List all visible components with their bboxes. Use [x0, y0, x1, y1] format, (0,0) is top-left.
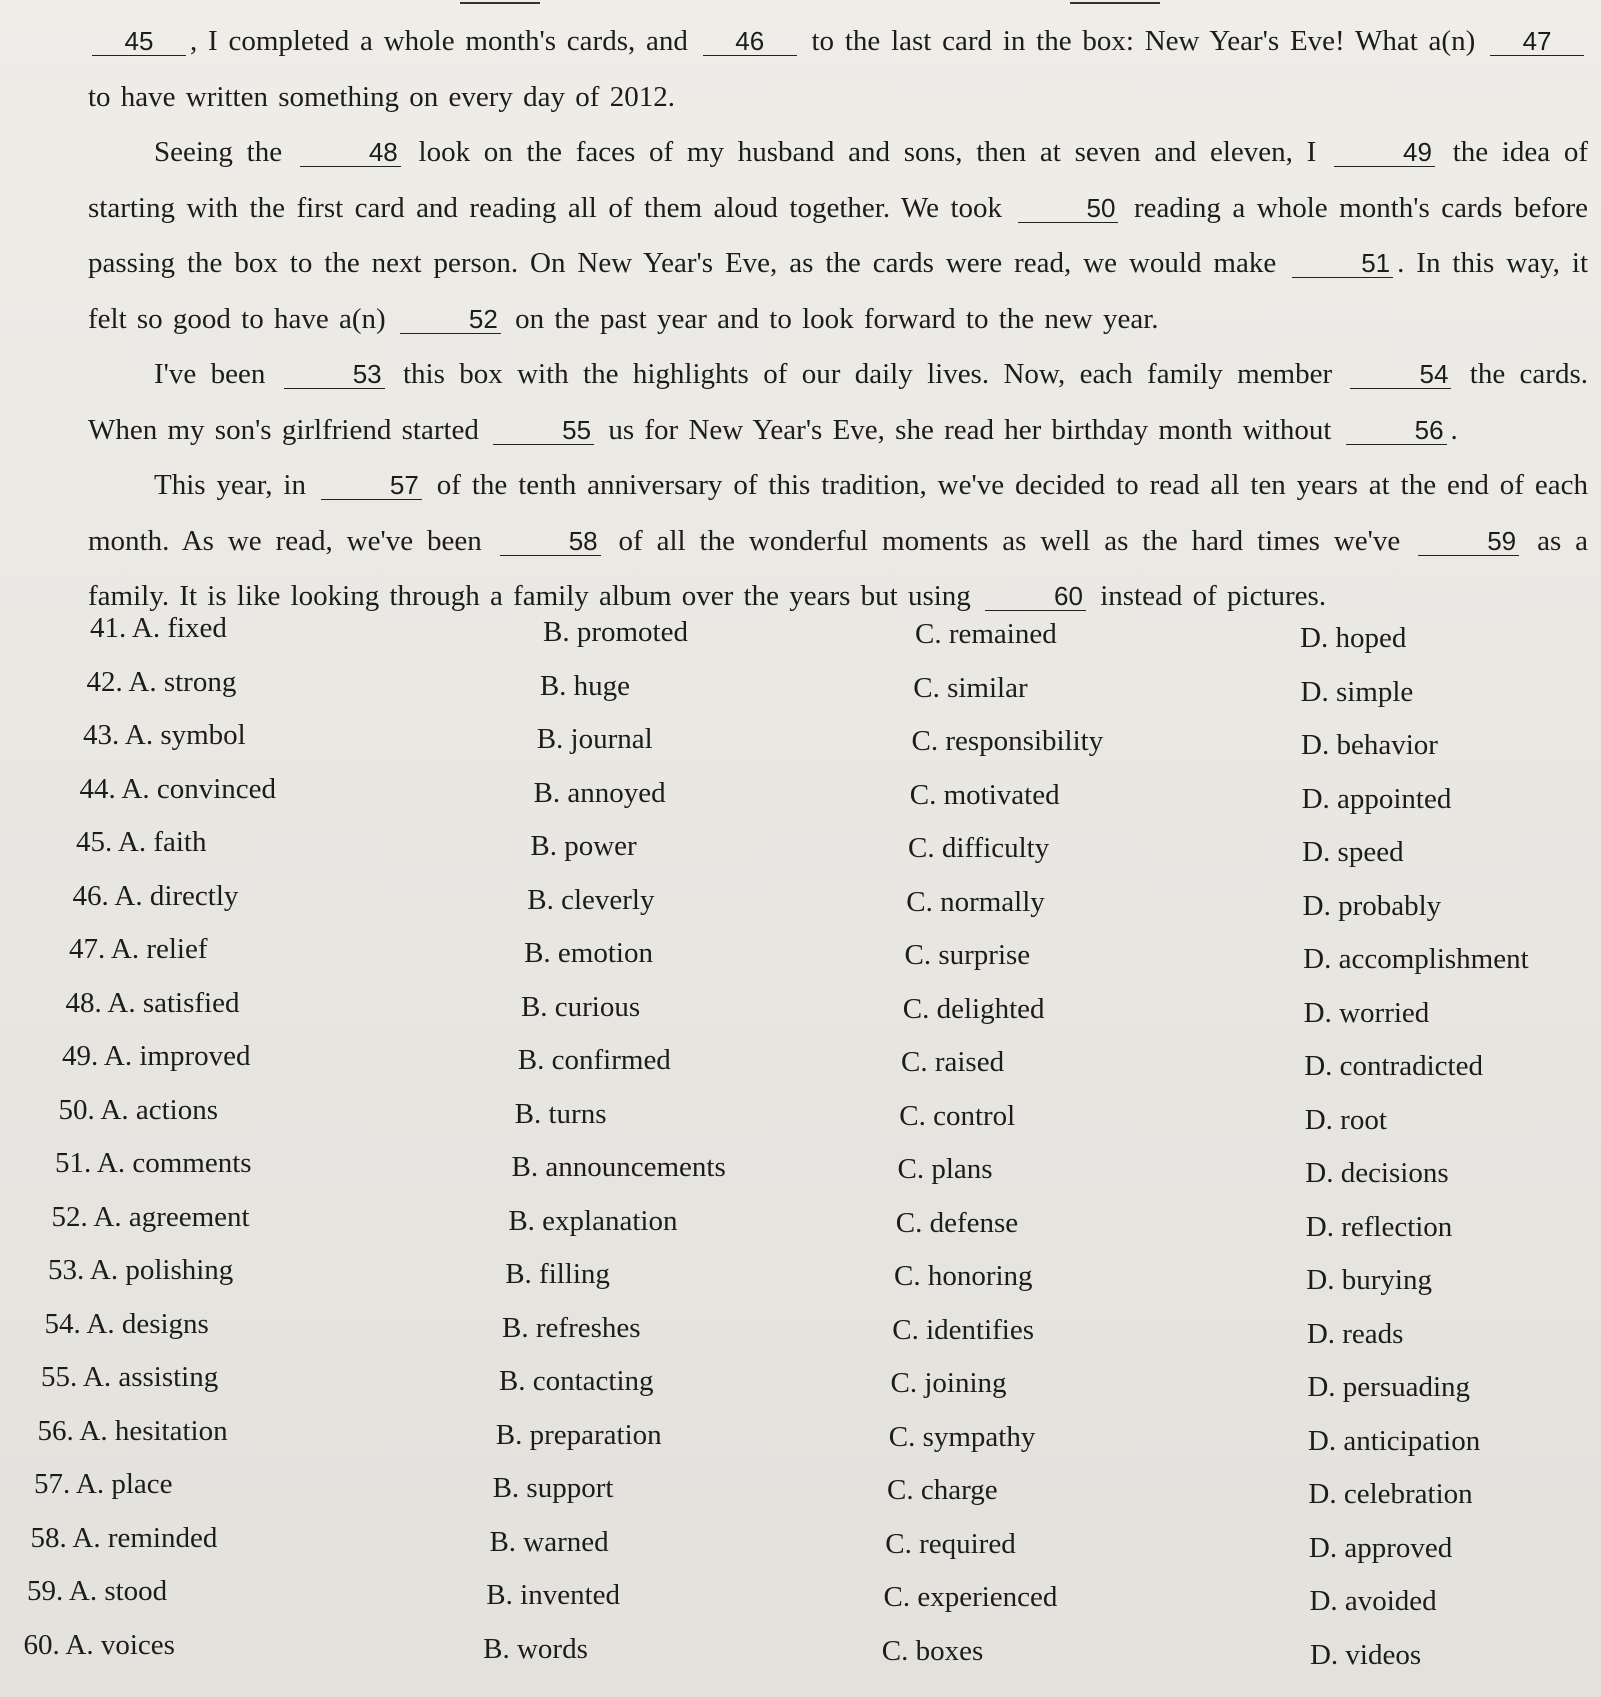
passage-text: . — [1450, 413, 1458, 446]
option-a: 42. A. strong — [86, 665, 237, 698]
option-b: B. support — [492, 1472, 614, 1504]
option-b: B. annoyed — [533, 776, 666, 809]
option-a: 43. A. symbol — [83, 719, 246, 751]
option-c: C. difficulty — [908, 832, 1050, 864]
blank-46: 46 — [703, 27, 797, 56]
option-b: B. announcements — [511, 1151, 726, 1183]
option-b: B. words — [483, 1632, 588, 1665]
question-row — [0, 826, 1601, 880]
blank-53: 53 — [284, 360, 385, 389]
option-a: 51. A. comments — [55, 1147, 252, 1179]
paragraph-4 — [88, 458, 1588, 625]
blank-59: 59 — [1418, 527, 1519, 556]
question-row — [0, 1094, 1601, 1148]
blank-56: 56 — [1346, 416, 1447, 445]
option-b: B. power — [530, 830, 637, 862]
paragraph-3 — [88, 347, 1588, 458]
question-row — [0, 1361, 1601, 1415]
option-a: 48. A. satisfied — [65, 986, 240, 1019]
option-d: D. celebration — [1308, 1478, 1473, 1510]
option-a: 52. A. agreement — [51, 1200, 250, 1233]
option-c: C. plans — [897, 1153, 993, 1185]
passage-text: as a family. It is like looking through a family album over the years but using — [88, 524, 1589, 612]
question-row — [0, 987, 1601, 1041]
passage-text: this box with the highlights of our daily lives. Now, each family member — [403, 358, 1333, 390]
passage-text: Seeing the — [154, 136, 283, 168]
option-a: 57. A. place — [34, 1468, 173, 1500]
option-c: C. raised — [901, 1046, 1005, 1078]
question-row — [0, 933, 1601, 987]
option-b: B. curious — [520, 990, 641, 1023]
option-c: C. remained — [915, 618, 1057, 650]
question-row — [0, 1040, 1601, 1094]
blank-45: 45 — [92, 27, 186, 56]
option-c: C. boxes — [881, 1634, 984, 1667]
passage-text: . In this way, it felt so good to have a(n) — [88, 247, 1588, 335]
option-b: B. cleverly — [527, 883, 655, 916]
option-b: B. refreshes — [502, 1311, 641, 1344]
option-a: 56. A. hesitation — [37, 1414, 228, 1447]
option-d: D. burying — [1306, 1264, 1432, 1296]
question-row — [0, 773, 1601, 827]
blank-50: 50 — [1018, 194, 1119, 223]
option-d: D. appointed — [1301, 782, 1452, 815]
option-b: B. emotion — [524, 937, 653, 969]
option-b: B. explanation — [508, 1204, 678, 1237]
question-row — [0, 719, 1601, 773]
option-a: 55. A. assisting — [41, 1361, 219, 1393]
top-rule — [460, 2, 540, 4]
option-a: 50. A. actions — [58, 1093, 218, 1126]
passage-text: This year, in — [154, 469, 306, 501]
question-row — [0, 666, 1601, 720]
option-d: D. videos — [1309, 1638, 1422, 1671]
paragraph-1 — [88, 14, 1588, 125]
option-b: B. huge — [539, 669, 631, 702]
passage-text: instead of pictures. — [1100, 580, 1327, 612]
question-row — [0, 1575, 1601, 1629]
blank-51: 51 — [1292, 249, 1393, 278]
option-d: D. root — [1304, 1103, 1387, 1136]
option-c: C. charge — [887, 1474, 998, 1506]
blank-52: 52 — [400, 305, 501, 334]
option-d: D. worried — [1303, 996, 1430, 1029]
option-d: D. persuading — [1307, 1371, 1471, 1403]
blank-54: 54 — [1350, 360, 1451, 389]
option-d: D. accomplishment — [1303, 943, 1529, 975]
question-row — [0, 1308, 1601, 1362]
option-c: C. joining — [890, 1367, 1007, 1399]
option-d: D. avoided — [1309, 1585, 1437, 1617]
option-c: C. control — [899, 1099, 1016, 1132]
option-c: C. similar — [913, 671, 1028, 704]
blank-57: 57 — [321, 471, 422, 500]
option-a: 41. A. fixed — [90, 612, 227, 644]
cloze-passage — [88, 14, 1588, 625]
blank-60: 60 — [985, 582, 1086, 611]
option-d: D. reflection — [1305, 1210, 1453, 1243]
passage-text: to have written something on every day of 2012. — [88, 80, 675, 113]
option-a: 46. A. directly — [72, 879, 239, 912]
option-d: D. speed — [1302, 836, 1404, 868]
option-a: 60. A. voices — [23, 1628, 175, 1661]
option-d: D. behavior — [1301, 729, 1438, 761]
question-row — [0, 1468, 1601, 1522]
blank-58: 58 — [500, 527, 601, 556]
option-c: C. surprise — [904, 939, 1031, 971]
option-b: B. confirmed — [517, 1044, 671, 1076]
option-c: C. motivated — [909, 778, 1060, 811]
option-d: D. hoped — [1300, 622, 1407, 654]
option-d: D. decisions — [1305, 1157, 1449, 1189]
option-a: 58. A. reminded — [30, 1521, 218, 1554]
option-d: D. contradicted — [1304, 1050, 1483, 1082]
blank-49: 49 — [1334, 138, 1435, 167]
passage-text: I've been — [154, 358, 266, 390]
option-c: C. normally — [906, 885, 1045, 918]
top-rule — [1070, 2, 1160, 4]
option-a: 53. A. polishing — [48, 1254, 234, 1286]
option-b: B. turns — [514, 1097, 607, 1130]
paragraph-2 — [88, 125, 1588, 347]
option-c: C. required — [885, 1527, 1016, 1560]
option-c: C. delighted — [902, 992, 1045, 1025]
question-row — [0, 1201, 1601, 1255]
passage-text: the cards. When my son's girlfriend started — [88, 358, 1588, 446]
passage-text: of the tenth anniversary of this tradition, we've decided to read all ten years at the end of each month. As we read, we've been — [88, 469, 1589, 557]
option-a: 47. A. relief — [69, 933, 208, 965]
passage-text: the idea of starting with the first card and reading all of them aloud together. We took — [88, 136, 1589, 224]
passage-text: to the last card in the box: New Year's Eve! What a(n) — [811, 25, 1476, 57]
option-c: C. defense — [895, 1206, 1019, 1239]
option-c: C. responsibility — [911, 725, 1104, 757]
option-d: D. reads — [1306, 1317, 1404, 1350]
question-row — [0, 1254, 1601, 1308]
option-d: D. approved — [1308, 1531, 1453, 1564]
option-c: C. sympathy — [888, 1420, 1036, 1453]
blank-55: 55 — [493, 416, 594, 445]
passage-text: , I completed a whole month's cards, and — [190, 25, 688, 57]
option-b: B. invented — [486, 1579, 620, 1611]
option-d: D. simple — [1300, 675, 1414, 708]
blank-47: 47 — [1490, 27, 1584, 56]
option-b: B. preparation — [495, 1418, 662, 1451]
option-b: B. warned — [489, 1525, 609, 1558]
option-c: C. experienced — [883, 1581, 1058, 1613]
passage-text: on the past year and to look forward to the new year. — [515, 302, 1159, 335]
answer-options — [0, 612, 1601, 1697]
option-a: 54. A. designs — [44, 1307, 209, 1340]
option-b: B. contacting — [498, 1365, 654, 1397]
option-c: C. identifies — [892, 1313, 1035, 1346]
passage-text: reading a whole month's cards before passing the box to the next person. On New Year's Eve, as the cards were read, we would make — [88, 191, 1588, 279]
option-b: B. promoted — [543, 616, 688, 648]
option-a: 59. A. stood — [27, 1575, 168, 1607]
question-row — [0, 1415, 1601, 1469]
option-b: B. filling — [505, 1258, 610, 1290]
question-row — [0, 612, 1601, 666]
question-row — [0, 1522, 1601, 1576]
option-d: D. anticipation — [1307, 1424, 1481, 1457]
blank-48: 48 — [300, 138, 401, 167]
question-row — [0, 880, 1601, 934]
question-row — [0, 1147, 1601, 1201]
question-row — [0, 1629, 1601, 1683]
option-a: 49. A. improved — [62, 1040, 251, 1072]
option-b: B. journal — [536, 723, 653, 755]
option-c: C. honoring — [894, 1260, 1033, 1292]
option-a: 45. A. faith — [76, 826, 207, 858]
option-d: D. probably — [1302, 889, 1442, 922]
passage-text: look on the faces of my husband and sons, then at seven and eleven, I — [418, 136, 1317, 168]
option-a: 44. A. convinced — [79, 772, 277, 805]
passage-text: of all the wonderful moments as well as the hard times we've — [618, 524, 1401, 557]
passage-text: us for New Year's Eve, she read her birthday month without — [608, 413, 1332, 446]
